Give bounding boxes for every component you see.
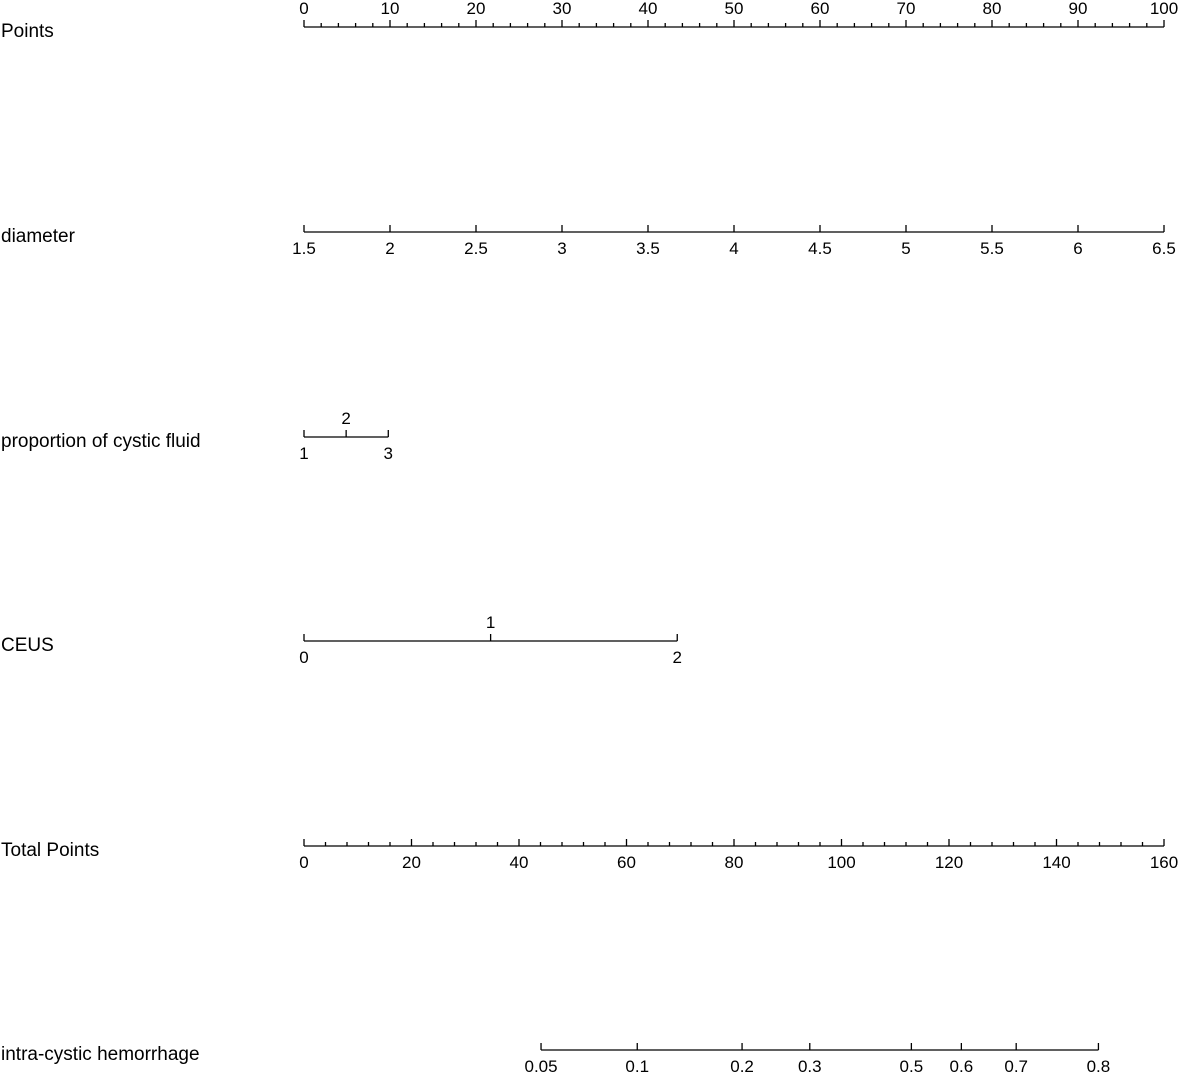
ceus-scale (299, 613, 682, 667)
scale-axes (292, 0, 1178, 1076)
intra-cystic-hemorrhage-scale (524, 1043, 1110, 1076)
intra-cystic-hemorrhage-tick-label: 0.7 (1004, 1057, 1029, 1076)
proportion-of-cystic-fluid-scale (299, 409, 393, 463)
total-points-tick-label: 0 (299, 853, 309, 872)
diameter-tick-label: 1.5 (292, 239, 316, 258)
points-scale (299, 0, 1178, 27)
diameter-tick-label: 6.5 (1152, 239, 1176, 258)
points-tick-label: 90 (1068, 0, 1088, 18)
total-points-tick-label: 100 (827, 853, 856, 872)
points-tick-label: 100 (1149, 0, 1179, 18)
row-labels (1, 21, 201, 1065)
ceus-label: CEUS (1, 635, 54, 656)
intra-cystic-hemorrhage-tick-label: 0.5 (899, 1057, 924, 1076)
total-points-tick-label: 40 (509, 853, 529, 872)
proportion-of-cystic-fluid-tick-label: 1 (299, 444, 309, 463)
diameter-tick-label: 3 (557, 239, 567, 258)
total-points-tick-label: 160 (1149, 853, 1179, 872)
diameter-scale (292, 225, 1176, 258)
total-points-tick-label: 60 (617, 853, 636, 872)
points-tick-label: 20 (466, 0, 486, 18)
total-points-tick-label: 80 (724, 853, 744, 872)
diameter-tick-label: 5.5 (980, 239, 1004, 258)
ceus-tick-label: 1 (485, 613, 496, 632)
points-tick-label: 30 (552, 0, 572, 18)
intra-cystic-hemorrhage-tick-label: 0.2 (730, 1057, 754, 1076)
points-tick-label: 10 (380, 0, 400, 18)
total-points-tick-label: 140 (1042, 853, 1071, 872)
proportion-of-cystic-fluid-tick-label: 2 (341, 409, 351, 428)
points-label: Points (1, 21, 54, 42)
points-tick-label: 50 (724, 0, 744, 18)
diameter-tick-label: 5 (901, 239, 911, 258)
points-tick-label: 40 (638, 0, 658, 18)
points-tick-label: 70 (896, 0, 916, 18)
points-tick-label: 0 (299, 0, 309, 18)
proportion-of-cystic-fluid-tick-label: 3 (383, 444, 394, 463)
diameter-tick-label: 6 (1073, 239, 1083, 258)
total-points-tick-label: 120 (934, 853, 964, 872)
diameter-tick-label: 4.5 (808, 239, 832, 258)
total-points-scale (299, 839, 1178, 872)
intra-cystic-hemorrhage-tick-label: 0.6 (949, 1057, 974, 1076)
diameter-tick-label: 2.5 (464, 239, 488, 258)
intra-cystic-hemorrhage-tick-label: 0.05 (524, 1057, 558, 1076)
proportion-of-cystic-fluid-label: proportion of cystic fluid (1, 431, 201, 452)
diameter-tick-label: 3.5 (636, 239, 660, 258)
total-points-tick-label: 20 (402, 853, 421, 872)
intra-cystic-hemorrhage-tick-label: 0.8 (1086, 1057, 1111, 1076)
ceus-tick-label: 0 (299, 648, 309, 667)
points-tick-label: 80 (982, 0, 1002, 18)
ceus-tick-label: 2 (672, 648, 682, 667)
intra-cystic-hemorrhage-tick-label: 0.1 (625, 1057, 650, 1076)
diameter-tick-label: 2 (385, 239, 395, 258)
diameter-label: diameter (1, 226, 75, 247)
intra-cystic-hemorrhage-tick-label: 0.3 (797, 1057, 822, 1076)
total-points-label: Total Points (1, 840, 100, 861)
diameter-tick-label: 4 (729, 239, 739, 258)
points-tick-label: 60 (810, 0, 830, 18)
intra-cystic-hemorrhage-label: intra-cystic hemorrhage (1, 1044, 200, 1065)
